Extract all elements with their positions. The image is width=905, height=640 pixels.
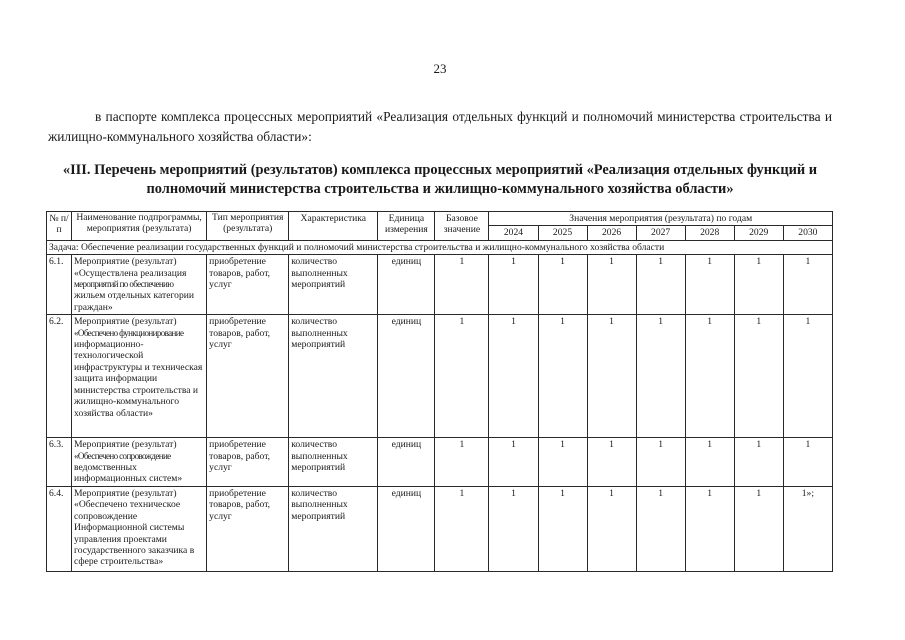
row-value: 1 xyxy=(489,255,538,315)
row-value: 1 xyxy=(636,315,685,438)
row-num: 6.4. xyxy=(47,486,72,571)
row-base: 1 xyxy=(435,315,489,438)
row-name-part: Мероприятие (результат) «Обеспечено техническое сопровождение Информационной системы управления проектами государственного заказчика в сфере строительства» xyxy=(74,487,195,568)
row-value: 1 xyxy=(587,315,636,438)
row-value: 1 xyxy=(734,438,783,487)
row-name-part: «Обеспечено функционирование xyxy=(74,327,184,338)
header-years-group: Значения мероприятия (результата) по годам xyxy=(489,212,833,226)
row-value: 1 xyxy=(685,486,734,571)
row-type: приобретение товаров, работ, услуг xyxy=(207,438,289,487)
intro-paragraph: в паспорте комплекса процессных мероприятий «Реализация отдельных функций и полномочий министерства строительства и жилищно-коммунального хозяйства области»: xyxy=(48,109,832,144)
row-value: 1 xyxy=(636,486,685,571)
header-name: Наименование подпрограммы, мероприятия (результата) xyxy=(72,212,207,241)
table-row xyxy=(47,255,833,315)
row-name xyxy=(72,315,207,438)
row-name-part: Мероприятие (результат) xyxy=(74,316,177,328)
row-name-part: Мероприятие (результат) «Осуществлена реализация xyxy=(74,256,187,279)
row-value: 1 xyxy=(685,438,734,487)
row-value: 1 xyxy=(587,438,636,487)
row-base: 1 xyxy=(435,486,489,571)
row-name xyxy=(72,438,207,487)
row-base: 1 xyxy=(435,438,489,487)
row-value: 1 xyxy=(783,255,832,315)
table-row xyxy=(47,438,833,487)
activities-table xyxy=(46,211,833,572)
header-year: 2029 xyxy=(734,226,783,240)
row-name-part: информационно-технологической инфраструктуры и техническая защита информации министерства строительства и жилищно-коммунального хозяйства области» xyxy=(74,339,203,419)
row-unit: единиц xyxy=(378,315,435,438)
row-type: приобретение товаров, работ, услуг xyxy=(207,315,289,438)
row-value: 1 xyxy=(489,486,538,571)
row-value: 1 xyxy=(734,255,783,315)
row-value: 1 xyxy=(734,315,783,438)
header-row-top xyxy=(47,212,833,226)
row-characteristic: количество выполненных мероприятий xyxy=(289,315,378,438)
header-type: Тип мероприятия (результата) xyxy=(207,212,289,241)
row-value: 1 xyxy=(636,438,685,487)
header-year: 2030 xyxy=(783,226,832,240)
row-name-part: «Обеспечено сопровождение xyxy=(74,450,171,461)
row-unit: единиц xyxy=(378,255,435,315)
row-value: 1 xyxy=(783,315,832,438)
row-name-part: ведомственных информационных систем» xyxy=(74,462,183,485)
row-unit: единиц xyxy=(378,486,435,571)
header-year: 2024 xyxy=(489,226,538,240)
table-row xyxy=(47,315,833,438)
row-value: 1 xyxy=(489,315,538,438)
header-year: 2027 xyxy=(636,226,685,240)
row-value: 1 xyxy=(587,486,636,571)
row-name-part: Мероприятие (результат) xyxy=(74,439,177,451)
row-value: 1 xyxy=(685,255,734,315)
row-value: 1 xyxy=(587,255,636,315)
header-year: 2025 xyxy=(538,226,587,240)
row-unit: единиц xyxy=(378,438,435,487)
row-name-part: жильем отдельных категории граждан» xyxy=(74,290,195,313)
header-unit: Единица измерения xyxy=(378,212,435,241)
row-name xyxy=(72,255,207,315)
row-type: приобретение товаров, работ, услуг xyxy=(207,255,289,315)
row-num: 6.1. xyxy=(47,255,72,315)
row-value: 1 xyxy=(734,486,783,571)
section-heading: «III. Перечень мероприятий (результатов) комплекса процессных мероприятий «Реализация отдельных функций и полномочий министерства строительства и жилищно-коммунального хозяйства области» xyxy=(62,162,818,197)
page-number: 23 xyxy=(433,61,447,76)
row-value: 1 xyxy=(685,315,734,438)
row-characteristic: количество выполненных мероприятий xyxy=(289,255,378,315)
row-base: 1 xyxy=(435,255,489,315)
row-value: 1 xyxy=(783,438,832,487)
header-characteristic: Характеристика xyxy=(289,212,378,241)
row-name xyxy=(72,486,207,571)
row-value: 1 xyxy=(489,438,538,487)
row-name-part: мероприятий по обеспечению xyxy=(74,279,174,290)
row-value: 1 xyxy=(538,315,587,438)
row-value: 1 xyxy=(538,486,587,571)
row-num: 6.2. xyxy=(47,315,72,438)
row-num: 6.3. xyxy=(47,438,72,487)
row-value: 1 xyxy=(538,255,587,315)
table-row xyxy=(47,486,833,571)
header-year: 2026 xyxy=(587,226,636,240)
row-type: приобретение товаров, работ, услуг xyxy=(207,486,289,571)
row-characteristic: количество выполненных мероприятий xyxy=(289,438,378,487)
header-base: Базовое значение xyxy=(435,212,489,241)
row-value: 1»; xyxy=(783,486,832,571)
header-year: 2028 xyxy=(685,226,734,240)
row-value: 1 xyxy=(538,438,587,487)
row-value: 1 xyxy=(636,255,685,315)
task-cell: Задача: Обеспечение реализации государственных функций и полномочий министерства строительства и жилищно-коммунального хозяйства области xyxy=(47,240,833,254)
task-row xyxy=(47,240,833,254)
header-num: № п/п xyxy=(47,212,72,241)
row-characteristic: количество выполненных мероприятий xyxy=(289,486,378,571)
